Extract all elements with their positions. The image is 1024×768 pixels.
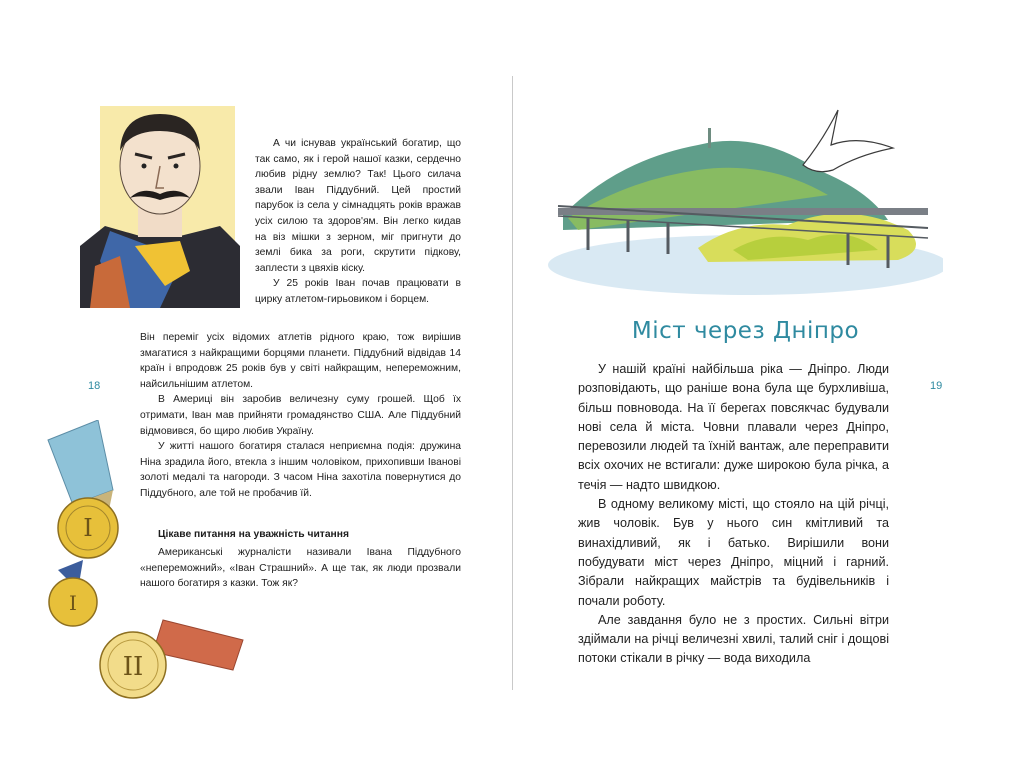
paragraph: У житті нашого богатиря сталася неприємна подія: дружина Ніна зрадила його, втекла з іншим чоловіком, прихопивши Іванові золоті медалі та нагороди. З часом Ніна захотіла повернутися до Піддубного, але той не пробачив їй. [140,441,461,499]
paragraph: А чи існував український богатир, що так само, як і герой нашої казки, сердечно любив рідну землю? Так! Цього силача звали Іван Піддубний. Цей простий парубок із села у сімнадцять років вражав усіх силою та здоров'ям. Він легко кидав на віз мішки з зерном, міг пригнути до землі бика за роги, скрутити підкову, заплести з цвяхів кіску. [255,138,461,274]
paragraph: Але завдання було не з простих. Сильні вітри здіймали на річці величезні хвилі, талий сніг і дощові потоки стікали в річку — вода виходила [578,612,889,666]
question-paragraph: Американські журналісти називали Івана Піддубного «непереможний», «Іван Страшний». А ще так, як люди прозвали нашого богатиря з казки. Тож як? [140,547,461,590]
right-page-number: 19 [930,380,943,392]
bridge-over-dnipro-illustration [548,100,943,300]
medal-numeral: I [69,591,77,615]
left-top-text [255,136,461,308]
story-title: Міст через Дніпро [631,318,860,344]
question-heading: Цікаве питання на уважність читання [158,529,349,540]
poddubny-portrait-illustration [80,96,240,308]
page-gutter [512,76,513,690]
paragraph: У 25 років Іван почав працювати в цирку атлетом-гирьовиком і борцем. [255,278,461,305]
story-text [578,360,889,669]
medal-numeral: I [83,514,93,542]
paragraph: В одному великому місті, що стояло на цій річці, жив чоловік. Був у нього син кмітливий та винахідливий, як і батько. Вирішили вони побудувати міст через Дніпро, міцний і гарний. Зібрали найкращих майстрів та будівельників і почали роботу. [578,497,889,608]
medal-numeral: II [122,652,144,682]
left-page-number: 18 [88,380,101,392]
paragraph: У нашій країні найбільша ріка — Дніпро. Люди розповідають, що раніше вона була ще бурхливіша, більш повновода. На її берегах повсякчас будували нові села й міста. Човни плавали через Дніпро, перевозили людей та їхній вантаж, але переправити всіх охочих не встигали: дуже широкою була річка, а течія — надто швидкою. [578,362,889,492]
medals-illustration [38,420,248,720]
paragraph: Він переміг усіх відомих атлетів рідного краю, тож вирішив змагатися з найкращими борцями планети. Піддубний відвідав 14 країн і впродовж 25 років був у світі найкращим, непереможним, найсильнішим атлетом. [140,332,461,390]
paragraph: В Америці він заробив величезну суму грошей. Щоб їх отримати, Іван мав прийняти громадянство США. Але Піддубний відмовився, бо щиро любив Україну. [140,394,461,437]
